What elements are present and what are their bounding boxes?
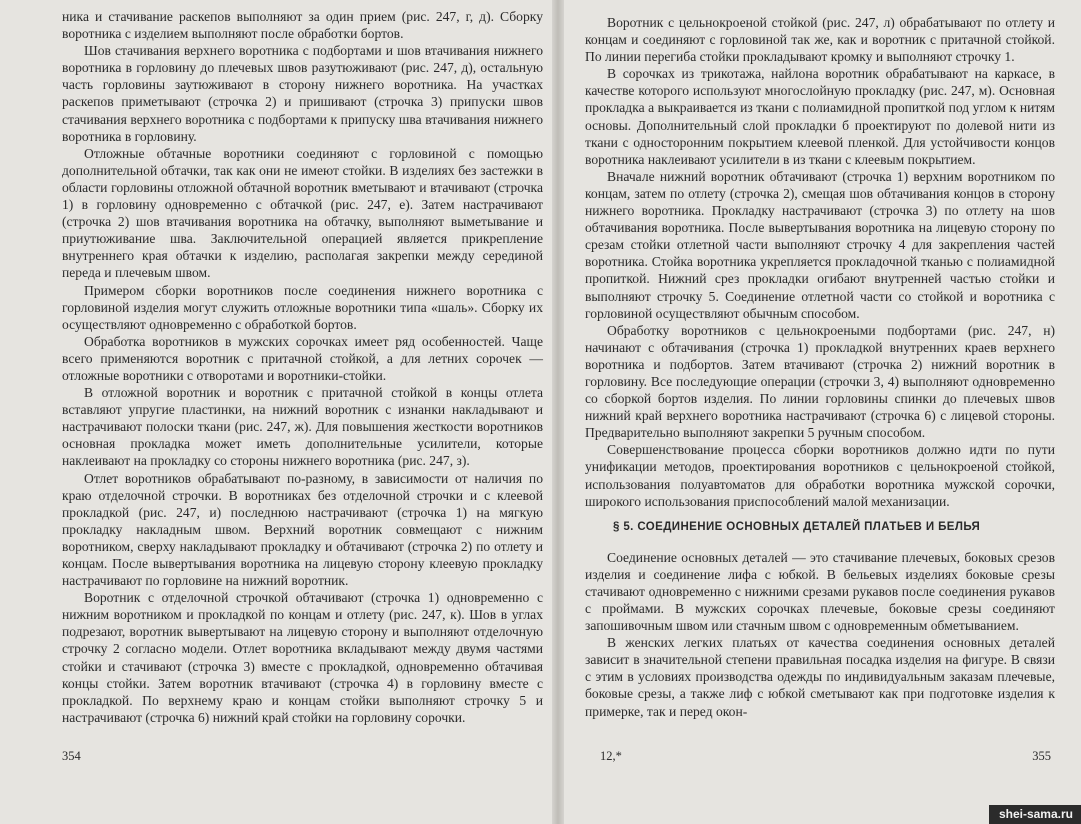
- paragraph: Воротник с цельнокроеной стойкой (рис. 247, л) обрабатывают по отлету и концам и соединяют с горловиной так же, как и воротник с притачной стойкой. По линии перегиба стойки прокладывают кромку и выполняют строчку 1.: [585, 15, 1055, 65]
- paragraph: В отложной воротник и воротник с притачной стойкой в концы отлета вставляют упругие пластинки, на нижний воротник с изнанки накладывают и настрачивают полоски ткани (рис. 247, ж). Для повышения жесткости воротников основная прокладка может иметь дополнительные усилители, которые наклеивают на прокладку со стороны нижнего воротника (рис. 247, з).: [62, 385, 543, 469]
- paragraph: В женских легких платьях от качества соединения основных деталей зависит в значительной степени правильная посадка изделия на фигуре. В связи с этим в условиях производства одежды по индивидуальным заказам плечевые, боковые срезы, а также лиф с юбкой сметывают как при подготовке изделия к примерке, так и перед окон-: [585, 635, 1055, 719]
- right-page-text-lower: [585, 549, 1055, 720]
- paragraph: В сорочках из трикотажа, найлона воротник обрабатывают на каркасе, в качестве которого используют многослойную прокладку (рис. 247, м). Основная прокладка а выкраивается из ткани с полиамидной пропиткой под углом к нитям основы. Дополнительный слой прокладки б проектируют по долевой нити из ткани с односторонним покрытием клеевой пленкой. Для устойчивости концов воротника наклеивают усилители в из ткани с клеевым покрытием.: [585, 66, 1055, 167]
- paragraph: Обработку воротников с цельнокроеными подбортами (рис. 247, н) начинают с обтачивания (строчка 1) прокладкой внутренних краев верхнего воротника и подбортов. Затем втачивают (строчка 2) нижний воротник в горловину. Все последующие операции (строчки 3, 4) выполняют одновременно со сборкой бортов изделия. По линии горловины спинки до плечевых швов нижний край верхнего воротника настрачивают (строчка 6) с лицевой стороны. Предварительно выполняют закрепки 5 ручным способом.: [585, 322, 1055, 441]
- book-gutter: [552, 0, 564, 824]
- paragraph: Обработка воротников в мужских сорочках имеет ряд особенностей. Чаще всего применяются воротник с притачной стойкой, а для летних сорочек — отложные воротники с отворотами и воротники-стойки.: [62, 333, 543, 383]
- paragraph: Примером сборки воротников после соединения нижнего воротника с горловиной изделия могут служить отложные воротники типа «шаль». Сборку их осуществляют одновременно с обработкой бортов.: [62, 282, 543, 332]
- left-page-number: 354: [62, 749, 81, 763]
- paragraph: Вначале нижний воротник обтачивают (строчка 1) верхним воротником по концам, затем по отлету (строчка 2), смещая шов обтачивания концов в сторону нижнего воротника. Прокладку настрачивают (строчка 3) по отлету на шов обтачивания воротника. После вывертывания воротника на лицевую сторону по срезам стойки отлетной части выполняют строчку 4 для закрепления частей воротника. Стойка воротника укрепляется прокладочной тканью с полиамидной пропиткой. Нижний срез прокладки огибают внутренней частью стойки и выполняют строчку 5. Соединение отлетной части со стойкой и воротника с горловиной осуществляют обычным способом.: [585, 168, 1055, 321]
- paragraph: Соединение основных деталей — это стачивание плечевых, боковых срезов изделия и соединение лифа с юбкой. В бельевых изделиях боковые срезы стачивают одновременно с нижними срезами рукавов после соединения рукавов с проймами. В мужских сорочках плечевые, боковые срезы соединяют запошивочным швом или стачным швом с одновременным обметыванием.: [585, 549, 1055, 634]
- watermark: shei-sama.ru: [989, 805, 1081, 824]
- paragraph: ника и стачивание раскепов выполняют за один прием (рис. 247, г, д). Сборку воротника с изделием выполняют после обработки бортов.: [62, 9, 543, 42]
- paragraph: Отлет воротников обрабатывают по-разному, в зависимости от наличия по краю отделочной строчки. В воротниках без отделочной строчки и с клеевой прокладкой (рис. 247, и) последнюю настрачивают (строчка 1) на мягкую прокладку накладным швом. Верхний воротник совмещают с нижним воротником, сверху накладывают прокладку и обтачивают (строчка 2) по отлету и концам. После вывертывания воротника на лицевую сторону клеевую прокладку настрачивают по горловине на нижний воротник.: [62, 470, 543, 589]
- paragraph: Совершенствование процесса сборки воротников должно идти по пути унификации методов, проектирования воротников с цельнокроеной стойкой, использования полуавтоматов для обработки воротника мужской сорочки, широкого использования приспособлений малой механизации.: [585, 442, 1055, 509]
- right-page-text-upper: [585, 14, 1055, 510]
- right-page-number: 355: [1032, 749, 1051, 763]
- signature-mark: 12,*: [600, 749, 622, 763]
- paragraph: Отложные обтачные воротники соединяют с горловиной с помощью дополнительной обтачки, так как они не имеют стойки. В изделиях без застежки в области горловины отложной обтачной воротник вметывают и втачивают (строчка 1) в горловину одновременно с обтачкой (рис. 247, е). Затем настрачивают (строчка 2) шов втачивания воротника на обтачку, выполняют выметывание и приутюживание шва. Заключительной операцией является прикрепление внутреннего края обтачки к изделию, располагая закрепки между серединой переда и плечевым швом.: [62, 145, 543, 281]
- left-page-text: [62, 8, 543, 726]
- right-page: [557, 0, 1081, 824]
- paragraph: Воротник с отделочной строчкой обтачивают (строчка 1) одновременно с нижним воротником и прокладкой по концам и отлету (рис. 247, к). Шов в углах подрезают, воротник вывертывают на лицевую сторону и выполняют отделочную строчку 2 согласно модели. Отлет воротника вкладывают между двумя частями стойки и стачивают (строчка 3) вместе с прокладкой, одновременно обтачивая концы стойки. Затем воротник втачивают (строчка 4) в горловину вместе с прокладкой. По верхнему краю и концам стойки выполняют строчку 5 и настрачивают (строчка 6) нижний край стойки на горловину сорочки.: [62, 590, 543, 725]
- paragraph: Шов стачивания верхнего воротника с подбортами и шов втачивания нижнего воротника в горловину до плечевых швов разутюживают (рис. 247, д), остальную часть горловины заутюживают в сторону нижнего воротника. На участках раскепов приметывают (строчка 2) и пришивают (строчка 3) припуски швов стачивания верхнего воротника с подбортами к припуску шва втачивания нижнего воротника в горловину.: [62, 43, 543, 144]
- section-heading: § 5. СОЕДИНЕНИЕ ОСНОВНЫХ ДЕТАЛЕЙ ПЛАТЬЕВ И БЕЛЬЯ: [613, 520, 981, 533]
